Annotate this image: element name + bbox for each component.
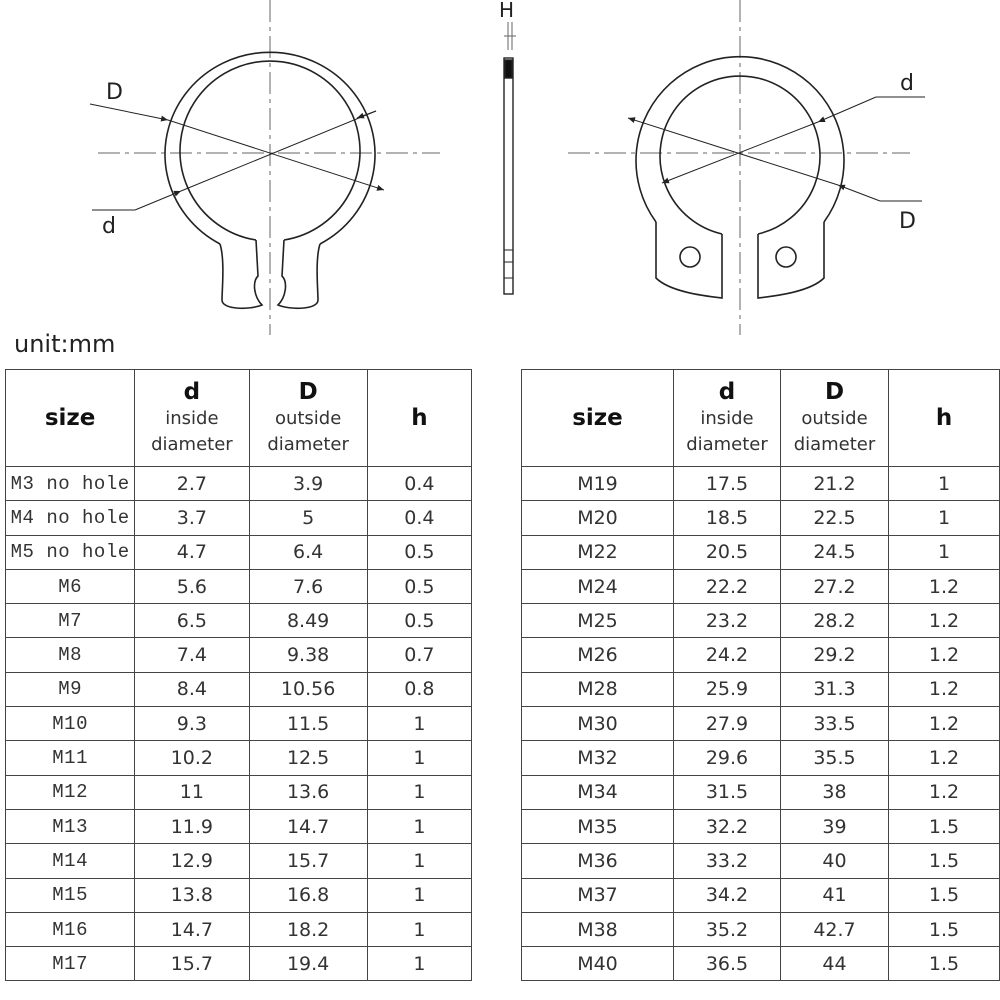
table-row — [6, 878, 472, 912]
cell-inside-diameter: 8.4 — [135, 672, 249, 706]
table-row — [6, 844, 472, 878]
cell-size: M3 no hole — [6, 467, 135, 501]
cell-size: M37 — [522, 878, 674, 912]
cell-thickness: 1.2 — [889, 707, 1000, 741]
cell-outside-diameter: 10.56 — [249, 672, 367, 706]
cell-inside-diameter: 6.5 — [135, 604, 249, 638]
cell-thickness: 1.2 — [889, 741, 1000, 775]
table-row — [6, 741, 472, 775]
cell-inside-diameter: 18.5 — [674, 501, 781, 535]
cell-thickness: 0.4 — [367, 501, 471, 535]
cell-size: M4 no hole — [6, 501, 135, 535]
cell-thickness: 1.5 — [889, 878, 1000, 912]
header-d: d inside diameter — [674, 370, 781, 467]
cell-thickness: 1.5 — [889, 912, 1000, 946]
cell-size: M22 — [522, 535, 674, 569]
cell-size: M8 — [6, 638, 135, 672]
cell-inside-diameter: 36.5 — [674, 947, 781, 981]
table-row — [6, 775, 472, 809]
cell-thickness: 1.2 — [889, 638, 1000, 672]
header-D: D outside diameter — [781, 370, 889, 467]
cell-size: M20 — [522, 501, 674, 535]
header-h: h — [889, 370, 1000, 467]
cell-inside-diameter: 9.3 — [135, 707, 249, 741]
cell-outside-diameter: 12.5 — [249, 741, 367, 775]
cell-inside-diameter: 11 — [135, 775, 249, 809]
table-row — [6, 638, 472, 672]
cell-thickness: 1.2 — [889, 604, 1000, 638]
cell-size: M19 — [522, 467, 674, 501]
table-header-row — [6, 370, 472, 467]
cell-size: M10 — [6, 707, 135, 741]
cell-inside-diameter: 4.7 — [135, 535, 249, 569]
cell-outside-diameter: 42.7 — [781, 912, 889, 946]
cell-size: M12 — [6, 775, 135, 809]
cell-outside-diameter: 11.5 — [249, 707, 367, 741]
cell-outside-diameter: 9.38 — [249, 638, 367, 672]
cell-outside-diameter: 6.4 — [249, 535, 367, 569]
circlip-technical-drawings — [0, 0, 1000, 340]
cell-thickness: 1 — [367, 707, 471, 741]
header-size: size — [522, 370, 674, 467]
cell-size: M38 — [522, 912, 674, 946]
cell-inside-diameter: 20.5 — [674, 535, 781, 569]
cell-outside-diameter: 24.5 — [781, 535, 889, 569]
header-d: d inside diameter — [135, 370, 249, 467]
cell-thickness: 1.5 — [889, 947, 1000, 981]
cell-inside-diameter: 11.9 — [135, 809, 249, 843]
table-row — [522, 569, 1000, 603]
cell-inside-diameter: 25.9 — [674, 672, 781, 706]
cell-inside-diameter: 22.2 — [674, 569, 781, 603]
unit-label: unit:mm — [14, 330, 116, 358]
cell-inside-diameter: 23.2 — [674, 604, 781, 638]
table-row — [522, 467, 1000, 501]
cell-outside-diameter: 3.9 — [249, 467, 367, 501]
cell-size: M32 — [522, 741, 674, 775]
table-row — [6, 912, 472, 946]
table-row — [6, 604, 472, 638]
table-row — [6, 569, 472, 603]
cell-outside-diameter: 28.2 — [781, 604, 889, 638]
cell-thickness: 1 — [367, 878, 471, 912]
cell-outside-diameter: 19.4 — [249, 947, 367, 981]
cell-size: M15 — [6, 878, 135, 912]
cell-size: M34 — [522, 775, 674, 809]
table-row — [6, 947, 472, 981]
cell-thickness: 1 — [889, 467, 1000, 501]
table-row — [522, 912, 1000, 946]
cell-outside-diameter: 16.8 — [249, 878, 367, 912]
cell-size: M40 — [522, 947, 674, 981]
cell-outside-diameter: 8.49 — [249, 604, 367, 638]
cell-thickness: 0.7 — [367, 638, 471, 672]
table-row — [522, 604, 1000, 638]
cell-thickness: 1.2 — [889, 775, 1000, 809]
cell-size: M36 — [522, 844, 674, 878]
table-row — [522, 775, 1000, 809]
cell-size: M5 no hole — [6, 535, 135, 569]
cell-outside-diameter: 21.2 — [781, 467, 889, 501]
table-row — [6, 707, 472, 741]
right-ring-d-label: d — [900, 71, 914, 96]
cell-inside-diameter: 14.7 — [135, 912, 249, 946]
cell-inside-diameter: 35.2 — [674, 912, 781, 946]
cell-inside-diameter: 33.2 — [674, 844, 781, 878]
cell-size: M14 — [6, 844, 135, 878]
table-header-row — [522, 370, 1000, 467]
cell-outside-diameter: 40 — [781, 844, 889, 878]
cell-thickness: 0.5 — [367, 604, 471, 638]
cell-inside-diameter: 2.7 — [135, 467, 249, 501]
left-ring-drawing — [90, 0, 440, 335]
left-ring-D-label: D — [106, 80, 123, 105]
cell-thickness: 1 — [367, 741, 471, 775]
cell-thickness: 1.5 — [889, 844, 1000, 878]
cell-inside-diameter: 7.4 — [135, 638, 249, 672]
cell-thickness: 1.2 — [889, 569, 1000, 603]
cell-inside-diameter: 10.2 — [135, 741, 249, 775]
cell-thickness: 0.5 — [367, 535, 471, 569]
cell-thickness: 1 — [367, 912, 471, 946]
header-D: D outside diameter — [249, 370, 367, 467]
cell-size: M13 — [6, 809, 135, 843]
cell-thickness: 0.4 — [367, 467, 471, 501]
cell-outside-diameter: 22.5 — [781, 501, 889, 535]
cell-inside-diameter: 29.6 — [674, 741, 781, 775]
cell-size: M7 — [6, 604, 135, 638]
cell-inside-diameter: 32.2 — [674, 809, 781, 843]
table-row — [522, 535, 1000, 569]
cell-thickness: 1 — [367, 775, 471, 809]
table-row — [522, 947, 1000, 981]
cell-outside-diameter: 29.2 — [781, 638, 889, 672]
table-row — [6, 535, 472, 569]
cell-outside-diameter: 13.6 — [249, 775, 367, 809]
cell-outside-diameter: 38 — [781, 775, 889, 809]
cell-outside-diameter: 7.6 — [249, 569, 367, 603]
cell-size: M30 — [522, 707, 674, 741]
cell-inside-diameter: 34.2 — [674, 878, 781, 912]
table-row — [522, 638, 1000, 672]
cell-outside-diameter: 14.7 — [249, 809, 367, 843]
table-row — [6, 672, 472, 706]
cell-outside-diameter: 27.2 — [781, 569, 889, 603]
cell-thickness: 1.2 — [889, 672, 1000, 706]
cell-inside-diameter: 15.7 — [135, 947, 249, 981]
cell-thickness: 1 — [889, 501, 1000, 535]
table-row — [6, 501, 472, 535]
cell-inside-diameter: 31.5 — [674, 775, 781, 809]
cell-inside-diameter: 24.2 — [674, 638, 781, 672]
cell-inside-diameter: 12.9 — [135, 844, 249, 878]
cell-thickness: 1 — [367, 809, 471, 843]
cell-outside-diameter: 5 — [249, 501, 367, 535]
cell-outside-diameter: 15.7 — [249, 844, 367, 878]
size-table-right — [521, 369, 1000, 981]
cell-outside-diameter: 44 — [781, 947, 889, 981]
cell-size: M35 — [522, 809, 674, 843]
cell-inside-diameter: 3.7 — [135, 501, 249, 535]
cell-outside-diameter: 31.3 — [781, 672, 889, 706]
side-view-drawing — [504, 22, 516, 294]
table-row — [522, 741, 1000, 775]
cell-thickness: 1 — [889, 535, 1000, 569]
cell-size: M28 — [522, 672, 674, 706]
size-table-left — [5, 369, 472, 981]
cell-size: M6 — [6, 569, 135, 603]
left-ring-d-label: d — [102, 214, 116, 239]
right-ring-D-label: D — [899, 209, 916, 234]
cell-outside-diameter: 35.5 — [781, 741, 889, 775]
cell-thickness: 1 — [367, 947, 471, 981]
cell-size: M26 — [522, 638, 674, 672]
cell-thickness: 0.8 — [367, 672, 471, 706]
cell-thickness: 1.5 — [889, 809, 1000, 843]
table-row — [522, 809, 1000, 843]
cell-inside-diameter: 13.8 — [135, 878, 249, 912]
cell-size: M9 — [6, 672, 135, 706]
table-row — [522, 878, 1000, 912]
table-row — [522, 707, 1000, 741]
side-view-H-label: H — [499, 0, 515, 22]
table-row — [522, 844, 1000, 878]
header-size: size — [6, 370, 135, 467]
cell-size: M24 — [522, 569, 674, 603]
table-row — [6, 467, 472, 501]
cell-size: M17 — [6, 947, 135, 981]
table-row — [6, 809, 472, 843]
table-row — [522, 501, 1000, 535]
cell-outside-diameter: 41 — [781, 878, 889, 912]
right-ring-drawing — [568, 0, 925, 335]
cell-size: M11 — [6, 741, 135, 775]
cell-outside-diameter: 39 — [781, 809, 889, 843]
cell-outside-diameter: 18.2 — [249, 912, 367, 946]
header-h: h — [367, 370, 471, 467]
cell-size: M16 — [6, 912, 135, 946]
cell-thickness: 0.5 — [367, 569, 471, 603]
cell-inside-diameter: 17.5 — [674, 467, 781, 501]
table-row — [522, 672, 1000, 706]
cell-inside-diameter: 5.6 — [135, 569, 249, 603]
cell-thickness: 1 — [367, 844, 471, 878]
cell-outside-diameter: 33.5 — [781, 707, 889, 741]
cell-inside-diameter: 27.9 — [674, 707, 781, 741]
cell-size: M25 — [522, 604, 674, 638]
